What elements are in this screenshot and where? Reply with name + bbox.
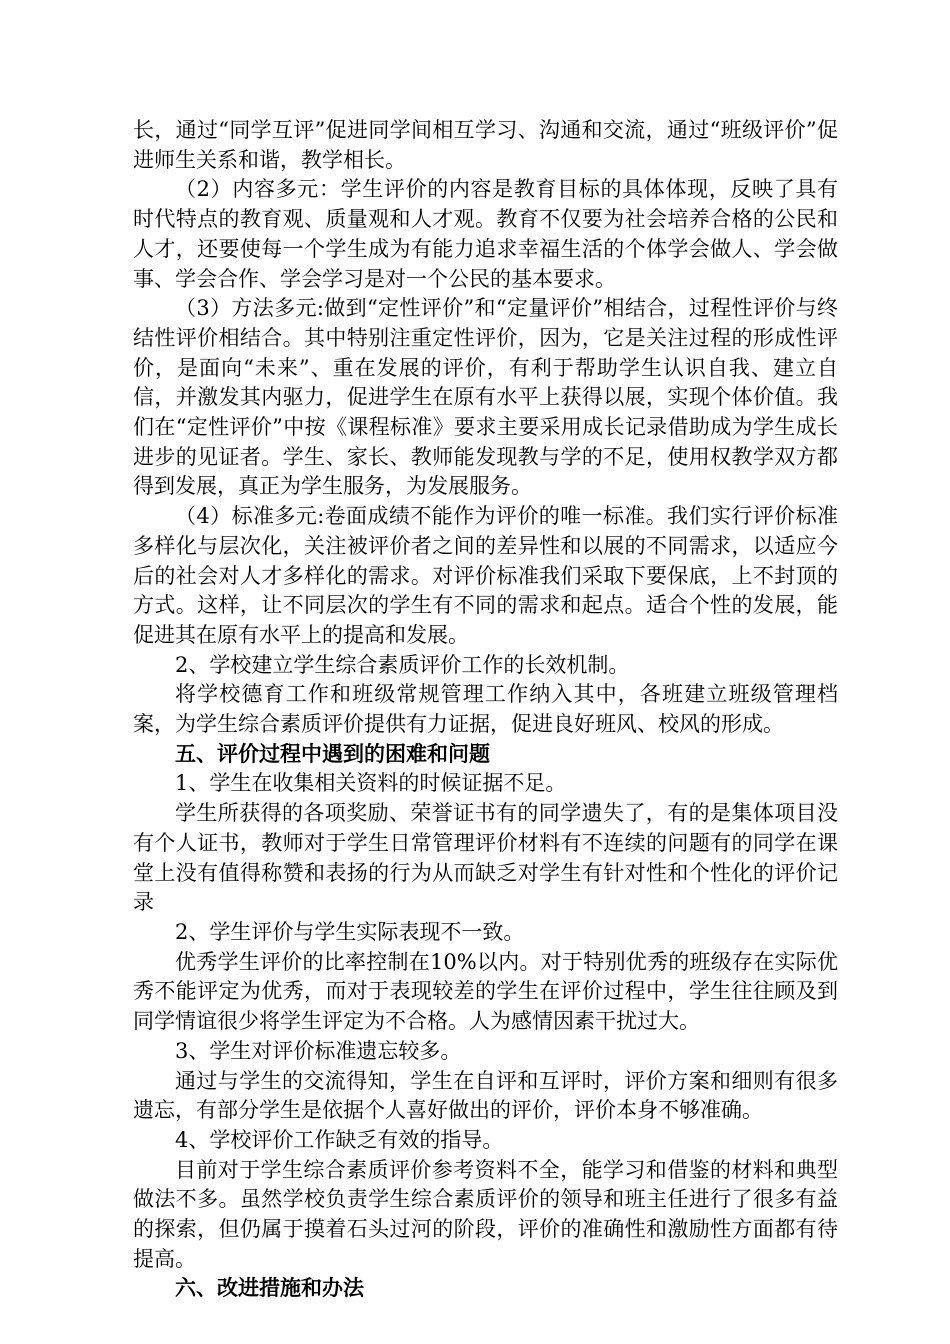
paragraph: 优秀学生评价的比率控制在10%以内。对于特别优秀的班级存在实际优秀不能评定为优秀，而对于表现较差的学生在评价过程中，学生往往顾及到同学情谊很少将学生评定为不合格。人为感情因素干扰过大。 [133,949,838,1034]
paragraph: 长，通过“同学互评”促进同学间相互学习、沟通和交流，通过“班级评价”促进师生关系和谐，教学相长。 [133,118,838,172]
paragraph: 1、学生在收集相关资料的时候证据不足。 [175,771,567,796]
paragraph: （4）标准多元:卷面成绩不能作为评价的唯一标准。我们实行评价标准多样化与层次化，关注被评价者之间的差异性和以展的不同需求，以适应今后的社会对人才多样化的需求。对评价标准我们采取下要保底，上不封顶的方式。这样，让不同层次的学生有不同的需求和起点。适合个性的发展，能促进其在原有水平上的提高和发展。 [133,504,838,647]
paragraph: 2、学生评价与学生实际表现不一致。 [175,919,525,944]
paragraph: 学生所获得的各项奖励、荣誉证书有的同学遗失了，有的是集体项目没有个人证书，教师对于学生日常管理评价材料有不连续的问题有的同学在课堂上没有值得称赞和表扬的行为从而缺乏对学生有针对性和个性化的评价记录 [133,801,838,915]
paragraph: （3）方法多元:做到“定性评价”和“定量评价”相结合，过程性评价与终结性评价相结合。其中特别注重定性评价，因为，它是关注过程的形成性评价，是面向“未来”、重在发展的评价，有利于帮助学生认识自我、建立自信，并激发其内驱力，促进学生在原有水平上获得以展，实现个体价值。我们在“定性评价”中按《课程标准》要求主要采用成长记录借助成为学生成长进步的见证者。学生、家长、教师能发现教与学的不足，使用权教学双方都得到发展，真正为学生服务，为发展服务。 [133,296,838,499]
paragraph: 目前对于学生综合素质评价参考资料不全，能学习和借鉴的材料和典型做法不多。虽然学校负责学生综合素质评价的领导和班主任进行了很多有益的探索，但仍属于摸着石头过河的阶段，评价的准确性和激励性方面都有待提高。 [133,1157,838,1271]
paragraph: （2）内容多元：学生评价的内容是教育目标的具体体现，反映了具有时代特点的教育观、质量观和人才观。教育不仅要为社会培养合格的公民和人才，还要使每一个学生成为有能力追求幸福生活的个体学会做人、学会做事、学会合作、学会学习是对一个公民的基本要求。 [133,177,838,291]
paragraph: 3、学生对评价标准遗忘较多。 [175,1038,462,1063]
paragraph: 2、学校建立学生综合素质评价工作的长效机制。 [175,652,630,677]
paragraph: 4、学校评价工作缺乏有效的指导。 [175,1127,504,1152]
paragraph: 通过与学生的交流得知，学生在自评和互评时，评价方案和细则有很多遗忘，有部分学生是依据个人喜好做出的评价，评价本身不够准确。 [133,1068,838,1123]
section-heading: 五、评价过程中遇到的困难和问题 [175,741,490,766]
section-heading: 六、改进措施和办法 [175,1276,364,1301]
paragraph: 将学校德育工作和班级常规管理工作纳入其中，各班建立班级管理档案，为学生综合素质评价提供有力证据，促进良好班风、校风的形成。 [133,682,838,737]
document-page [133,116,838,1304]
